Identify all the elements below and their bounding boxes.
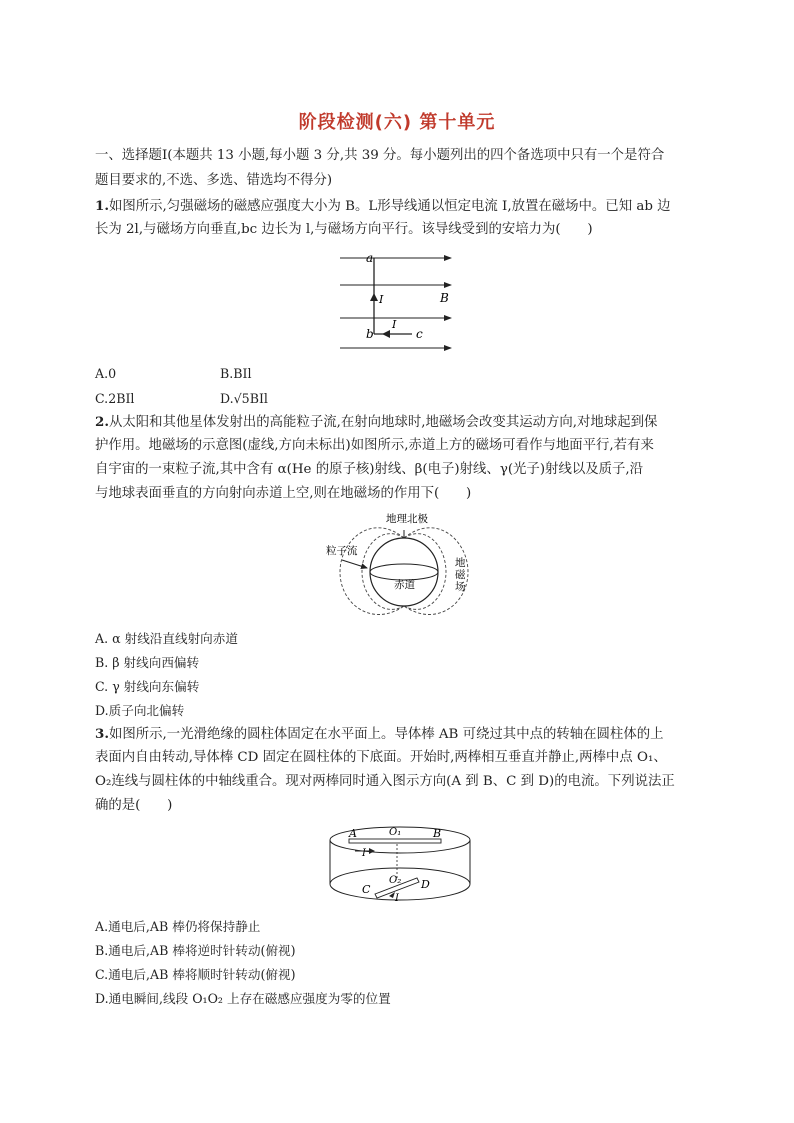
q1-option-b: B.BIl <box>220 366 252 381</box>
label-particle-stream: 粒子流 <box>326 545 358 557</box>
q2-option-c: C. γ 射线向东偏转 <box>95 679 200 694</box>
q1-option-d: D.√5BIl <box>220 391 268 406</box>
label-O1: O₁ <box>389 827 402 838</box>
q1-line-2: 长为 2l,与磁场方向垂直,bc 边长为 l,与磁场方向平行。该导线受到的安培力为( ) <box>95 222 593 237</box>
q1-option-a: A.0 <box>95 366 117 381</box>
q3-line-2: 表面内自由转动,导体棒 CD 固定在圆柱体的下底面。开始时,两棒相互垂直并静止,两棒中点 O₁、 <box>95 750 667 765</box>
label-b: b <box>366 327 374 341</box>
label-geographic-north: 地理北极 <box>386 513 428 525</box>
q2-option-b: B. β 射线向西偏转 <box>95 655 200 670</box>
label-equator: 赤道 <box>394 579 415 591</box>
label-c: c <box>416 327 423 341</box>
q1-text-1: 如图所示,匀强磁场的磁感应强度大小为 B。L形导线通以恒定电流 I,放置在磁场中。已知 ab 边 <box>108 199 671 214</box>
label-current-ab: I <box>379 293 384 306</box>
q2-line-2: 护作用。地磁场的示意图(虚线,方向未标出)如图所示,赤道上方的磁场可看作与地面平行,若有来 <box>95 438 654 453</box>
current-arrow-up-icon <box>370 293 378 301</box>
q2-line-1 <box>95 413 707 432</box>
section-instructions-line-2: 题目要求的,不选、多选、错选均不得分) <box>95 173 333 188</box>
q2-option-d: D.质子向北偏转 <box>95 703 185 718</box>
q3-text-1: 如图所示,一光滑绝缘的圆柱体固定在水平面上。导体棒 AB 可绕过其中点的转轴在圆柱体的上 <box>108 727 664 742</box>
q2-figure <box>322 506 472 622</box>
label-field-B: B <box>440 291 449 305</box>
label-field-1: 地 <box>455 557 466 569</box>
current-arrow-ab-icon <box>369 848 375 854</box>
earth-sphere <box>370 538 438 606</box>
q2-line-3: 自宇宙的一束粒子流,其中含有 α(He 的原子核)射线、β(电子)射线、γ(光子)射线以及质子,沿 <box>95 462 644 477</box>
label-current-bc: I <box>392 318 397 331</box>
q3-line-1 <box>95 725 707 744</box>
q3-figure <box>325 822 475 908</box>
section-instructions-line-1: 一、选择题Ⅰ(本题共 13 小题,每小题 3 分,共 39 分。每小题列出的四个备选项中只有一个是符合 <box>95 148 665 163</box>
label-field-2: 磁 <box>455 569 466 581</box>
current-arrow-left-icon <box>382 330 390 338</box>
q1-line-1 <box>95 197 707 216</box>
q3-number: 3. <box>95 726 109 742</box>
q3-option-b: B.通电后,AB 棒将逆时针转动(俯视) <box>95 943 296 958</box>
label-A: A <box>349 827 357 840</box>
q3-option-c: C.通电后,AB 棒将顺时针转动(俯视) <box>95 967 296 982</box>
q2-option-a: A. α 射线沿直线射向赤道 <box>95 631 238 646</box>
label-O2: O₂ <box>389 875 402 886</box>
label-current-ab: I <box>362 848 366 859</box>
q1-option-c: C.2BIl <box>95 391 135 406</box>
label-D: D <box>421 878 430 891</box>
q2-text-1: 从太阳和其他星体发射出的高能粒子流,在射向地球时,地磁场会改变其运动方向,对地球起到保 <box>108 415 658 430</box>
label-a: a <box>366 251 374 265</box>
q1-figure <box>330 248 465 356</box>
label-field-3: 场 <box>455 581 466 593</box>
rod-ab <box>349 839 441 843</box>
q3-option-d: D.通电瞬间,线段 O₁O₂ 上存在磁感应强度为零的位置 <box>95 991 391 1006</box>
q3-line-4: 确的是( ) <box>95 798 173 813</box>
q1-number: 1. <box>95 198 109 214</box>
page-title: 阶段检测(六) 第十单元 <box>298 112 496 133</box>
q2-number: 2. <box>95 414 109 430</box>
label-B: B <box>433 827 442 840</box>
q2-line-4: 与地球表面垂直的方向射向赤道上空,则在地磁场的作用下( ) <box>95 486 472 501</box>
q3-option-a: A.通电后,AB 棒仍将保持静止 <box>95 919 261 934</box>
label-current-cd: I <box>395 893 399 904</box>
q3-line-3: O₂连线与圆柱体的中轴线重合。现对两棒同时通入图示方向(A 到 B、C 到 D)的电流。下列说法正 <box>95 774 675 789</box>
label-C: C <box>362 883 371 896</box>
